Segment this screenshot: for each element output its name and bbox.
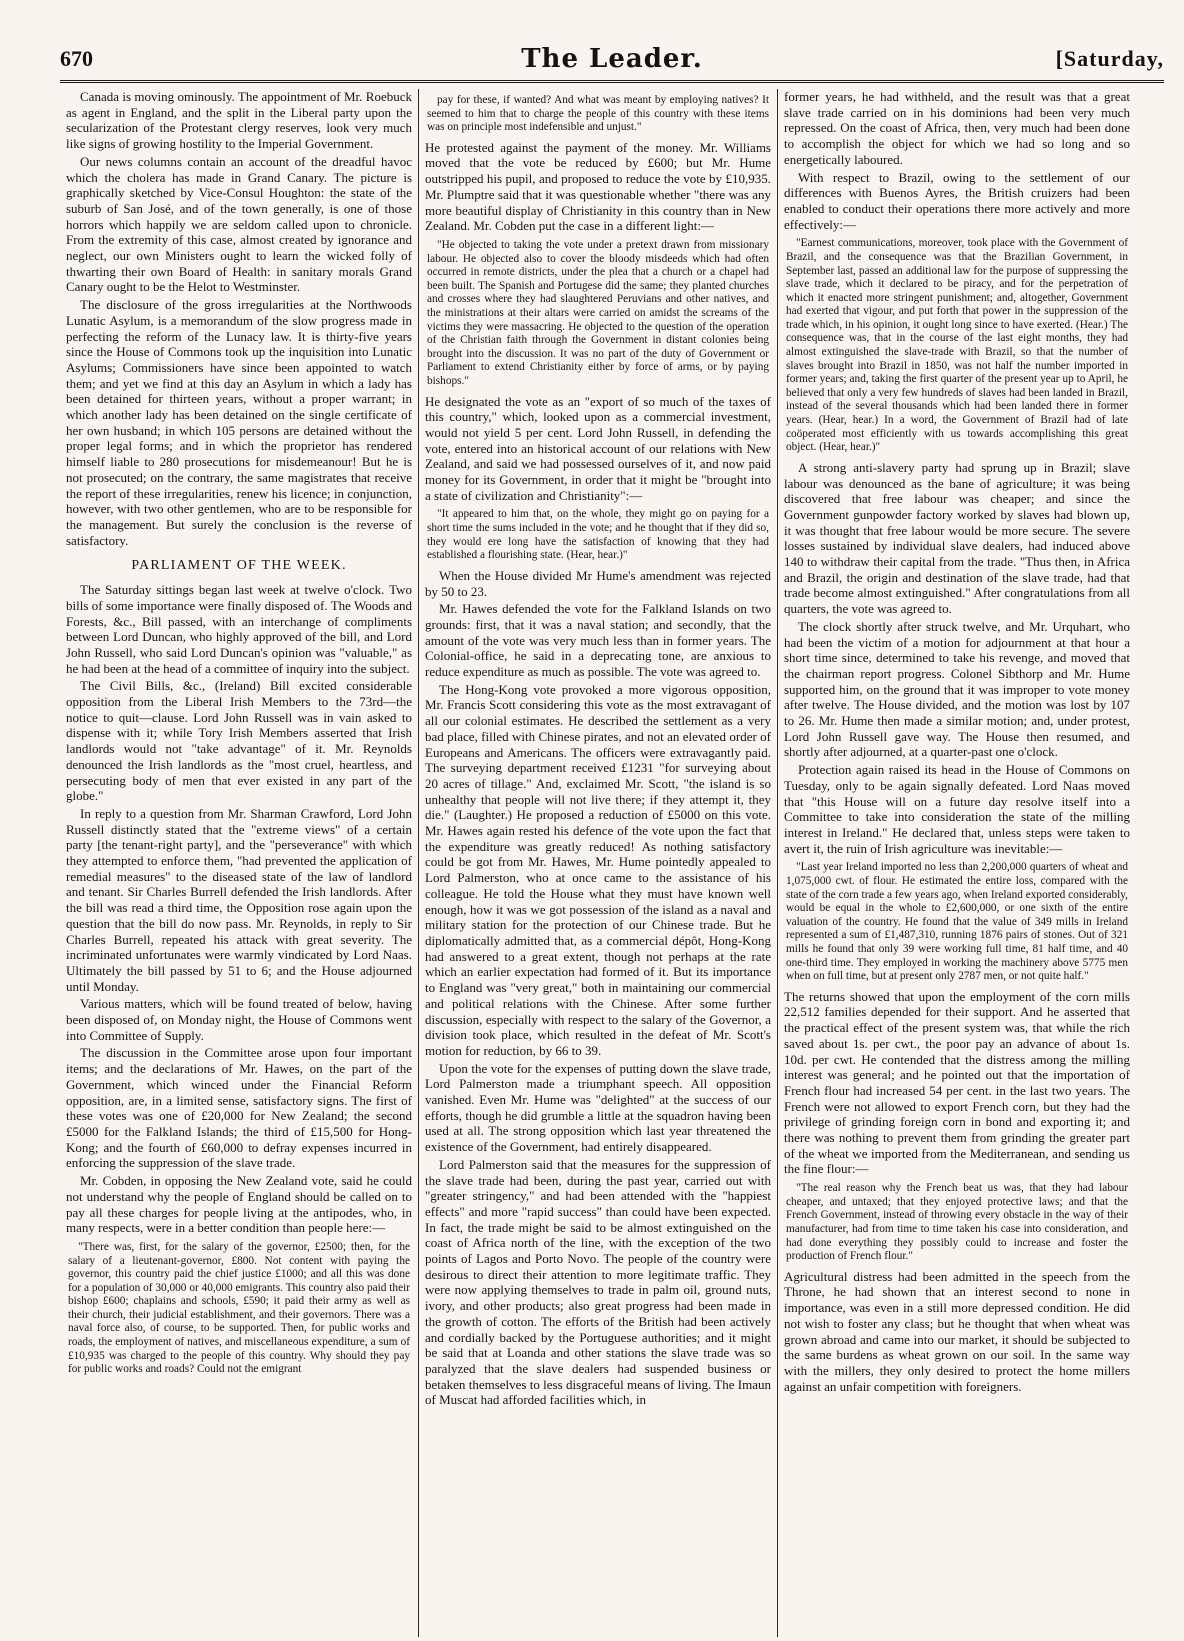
article-paragraph: Our news columns contain an account of the dreadful havoc which the cholera has made in Grand Canary. The picture is graphically sketched by Vice-Consul Houghton: the state of the suburb of San José, and of the town generally, is one of those horrors which happily we are seldom called upon to chronicle. From the extremity of this case, almost created by ignorance and neglect, our own Ministers ought to learn the wicked folly of thwarting their own Board of Health: in sanitary morals Grand Canary ought to be the Helot to Westminster. — [66, 153, 412, 295]
page-number: 670 — [60, 46, 93, 71]
article-paragraph: The Civil Bills, &c., (Ireland) Bill excited considerable opposition from the Liberal Irish Members to the 73rd—the notice to quit—clause. Lord John Russell was in vain asked to dispense with it; while Tory Irish Members asserted that Irish landlords would not "take advantage" of it. Mr. Reynolds denounced the Irish landlords as the "most cruel, heartless, and persecuting body of men that ever existed in any part of the globe." — [66, 678, 412, 804]
article-paragraph: The clock shortly after struck twelve, and Mr. Urquhart, who had been the victim of a motion for adjournment at that hour a short time since, determined to take his revenge, and moved that the chairman report progress. Colonel Sibthorp and Mr. Hume supported him, on the ground that it was improper to vote money after twelve. The House divided, and the motion was lost by 107 to 26. Mr. Hume then made a similar motion; and, under protest, Lord John Russell gave way. The House then resumed, and shortly after adjourned, at a quarter-past one o'clock. — [784, 618, 1130, 760]
quoted-speech: "Last year Ireland imported no less than 2,200,000 quarters of wheat and 1,075,000 cwt. of flour. He estimated the entire loss, compared with the state of the corn trade a few years ago, when Ireland exported considerably, would be equal in the whole to £2,600,000, or one sixth of the entire valuation of the country. He found that the value of 349 mills in Ireland represented a sum of £1,487,310, running 1876 pairs of stones. Out of 321 mills he found that only 39 were working full time, 81 half time, and 40 one-third time. They employed in working the machinery above 5775 men when on full time, but at present only 2787 men, or not quite half." — [786, 861, 1128, 983]
article-paragraph: The disclosure of the gross irregularities at the Northwoods Lunatic Asylum, is a memorandum of the slow progress made in perfecting the reform of the Lunacy law. It is thirty-five years since the House of Commons took up the inquisition into Lunatic Asylums; Commissioners have since been appointed to watch them; and yet we find at this day an Asylum in which a lady has been detained for thirteen years, without a proper warrant; in which another lady has been detained on the single certificate of her own husband; in which 105 persons are detained without the proper legal forms; and in which the proprietor has rendered himself liable to 280 prosecutions for misdemeanour! But he is not prosecuted; on the contrary, the same magistrates that receive the report of these irregularities, renew his licence; in conjunction, however, with two other gentlemen, who are to be responsible for the management. But surely the conclusion is the reverse of satisfactory. — [66, 297, 412, 548]
article-paragraph: Canada is moving ominously. The appointment of Mr. Roebuck as agent in England, and the split in the Liberal party upon the secularization of the Protestant clergy reserves, look very much like signs of growing hostility to the Imperial Government. — [66, 89, 412, 152]
article-paragraph: Lord Palmerston said that the measures for the suppression of the slave trade had been, during the past year, carried out with "greater stringency," and had been attended with the "happiest effects" and more "rapid success" than could have been expected. In fact, the trade might be said to be almost extinguished on the coast of Africa north of the line, with the exception of the two points of Lagos and Porto Novo. The people of the country were desirous to direct their attention to more legitimate traffic. They were now applying themselves to trade in palm oil, ground nuts, ivory, and other products; also great progress had been made in the growth of cotton. The efforts of the British had been actively and cordially backed by the Portuguese authorities; and it might be said that at Loanda and other stations the slave trade was so paralyzed that the slave dealers had suspended business or betaken themselves to less disgraceful means of living. The Imaun of Muscat had afforded facilities which, in — [425, 1156, 771, 1408]
article-paragraph: When the House divided Mr Hume's amendment was rejected by 50 to 23. — [425, 567, 771, 599]
article-paragraph: Mr. Hawes defended the vote for the Falkland Islands on two grounds: first, that it was a naval station; and secondly, that the amount of the vote was very much less than in former years. The Colonial-office, he said in a deprecating tone, are anxious to reduce expenditure as much as possible. The vote was agreed to. — [425, 601, 771, 680]
article-paragraph: He designated the vote as an "export of so much of the taxes of this country," which, looked upon as a commercial investment, would not yield 5 per cent. Lord John Russell, in defending the vote, entered into an historical account of our relations with New Zealand, and said we had possessed ourselves of it, and now paid money for its Government, in order that it might be "brought into a state of civilization and Christianity":— — [425, 393, 771, 503]
article-paragraph: The Saturday sittings began last week at twelve o'clock. Two bills of some importance were finally disposed of. The Woods and Forests, &c., Bill passed, with an interchange of compliments between Lord Duncan, who highly approved of the bill, and Lord John Russell, who said Lord Duncan's opinion was "valuable," as he had been at the head of a committee of inquiry into the subject. — [66, 582, 412, 676]
column-1 — [60, 89, 418, 1637]
article-paragraph: Upon the vote for the expenses of putting down the slave trade, Lord Palmerston made a triumphant speech. All opposition vanished. Even Mr. Hume was "delighted" at the success of our efforts, though he did grumble a little at the squadron having been used at all. The strong opposition which last year threatened the existence of the Government, had entirely disappeared. — [425, 1060, 771, 1155]
article-paragraph: He protested against the payment of the money. Mr. Williams moved that the vote be reduced by £600; but Mr. Hume outstripped his pupil, and proposed to reduce the vote by £10,935. Mr. Plumptre said that it was questionable whether "there was any more beautiful display of Christianity in this country than in New Zealand. Mr. Cobden put the case in a different light:— — [425, 139, 771, 234]
column-3 — [778, 89, 1136, 1637]
quoted-speech: "It appeared to him that, on the whole, they might go on paying for a short time the sums included in the vote; and he thought that if they did so, they would ere long have the satisfaction of knowing that they had established a flourishing state. (Hear, hear.)" — [427, 508, 769, 562]
issue-day: [Saturday, — [1055, 46, 1164, 71]
article-paragraph: The discussion in the Committee arose upon four important items; and the declarations of Mr. Hawes, on the part of the Government, which winced under the Financial Reform opposition, are, in a limited sense, satisfactory signs. The first of these votes was one of £20,000 for New Zealand; the second £5000 for the Falkland Islands; the third of £15,500 for Hong-Kong; and the fourth of £60,000 to defray expenses incurred in enforcing the suppression of the slave trade. — [66, 1045, 412, 1171]
article-paragraph: A strong anti-slavery party had sprung up in Brazil; slave labour was denounced as the bane of agriculture; it was being discovered that free labour was cheaper; and since the Government gunpowder factory worked by slaves had blown up, it was thought that free labour would be more secure. The severe losses sustained by individual slave dealers, had induced above 140 to withdraw their capital from the trade. "Thus then, in Africa and Brazil, the origin and destination of the slave trade, had that trade become almost extinguished." After congratulations from all quarters, the vote was agreed to. — [784, 459, 1130, 617]
section-heading: PARLIAMENT OF THE WEEK. — [131, 558, 347, 574]
article-paragraph: former years, he had withheld, and the result was that a great slave trade carried on in his dominions had been very much repressed. On the coast of Africa, then, very much had been done to accomplish the object for which we had so long and so energetically laboured. — [784, 89, 1130, 167]
article-paragraph: Agricultural distress had been admitted in the speech from the Throne, he had shown that an interest second to none in importance, was even in a still more depressed condition. He did not wish to foster any class; but he thought that when wheat was grown abroad and came into our market, it should be subjected to the same burdens as wheat grown on our soil. In the same way with the millers, they only desired to protect the home millers against an unfair competition with foreigners. — [784, 1268, 1130, 1394]
article-paragraph: With respect to Brazil, owing to the settlement of our differences with Buenos Ayres, the British cruizers had been enabled to conduct their operations there more actively and more effectively:— — [784, 169, 1130, 232]
quoted-speech: "The real reason why the French beat us was, that they had labour cheaper, and untaxed; that they enjoyed protective laws; and that the French Government, instead of throwing every obstacle in the way of their manufacturer, had from time to time taken his case into consideration, and had done everything they possibly could to increase and foster the production of French flour." — [786, 1182, 1128, 1263]
quoted-speech: pay for these, if wanted? And what was meant by employing natives? It seemed to him that to charge the people of this country with these items was on principle most indefensible and unjust." — [427, 94, 769, 134]
article-paragraph: Protection again raised its head in the House of Commons on Tuesday, only to be again signally defeated. Lord Naas moved that "this House will on a future day resolve itself into a Committee to take into consideration the state of the milling interest in Ireland." He declared that, unless steps were taken to avert it, the ruin of Irish agriculture was inevitable:— — [784, 762, 1130, 856]
article-paragraph: The returns showed that upon the employment of the corn mills 22,512 families depended for their support. And he asserted that the practical effect of the present system was, that while the rich saved about 1s. per cwt., the poor pay an advance of about 1s. 10d. per cwt. He contended that the distress among the milling interest was general; and he pointed out that the importation of French flour had increased 54 per cent. in the last two years. The French were not allowed to export French corn, but they had the privilege of grinding foreign corn in bond and exporting it; and there was nothing to prevent them from grinding the greater part of the wheat we imported from the Mediterranean, and sending us the fine flour:— — [784, 988, 1130, 1177]
article-paragraph: Various matters, which will be found treated of below, having been disposed of, on Monday night, the House of Commons went into Committee of Supply. — [66, 996, 412, 1043]
masthead — [60, 0, 1164, 83]
column-2 — [419, 89, 777, 1637]
quoted-speech: "Earnest communications, moreover, took place with the Government of Brazil, and the consequence was that the Brazilian Government, in September last, passed an additional law for the purpose of suppressing the slave trade, which it declared to be piracy, and for the perpetration of which it enacted more stringent punishment; and, altogether, Government had exerted that vigour, and put forth that power in the suppression of the trade which, in his opinion, it ought long since to have exerted. (Hear.) The consequence was, that in the course of the last eight months, they had almost extinguished the slave-trade with Brazil, so that the number of slaves brought into Brazil in 1850, was not half the number imported in former years; and, taking the first quarter of the present year up to April, he believed that only a very few hundreds of slaves had been landed in Brazil, instead of the several thousands which had been landed there in former years. (Hear, hear.) In a word, the Government of Brazil had of late coöperated most efficiently with us towards accomplishing this great object. (Hear, hear.)" — [786, 237, 1128, 454]
quoted-speech: "He objected to taking the vote under a pretext drawn from missionary labour. He objected also to cover the bloody misdeeds which had often occurred in remote districts, under the plea that a church or a chapel had been built. The Spanish and Portugese did the same; they planted churches and crosses where they had slaughtered Peruvians and other natives, and the ministrations at their altars were carried on amidst the screams of the victims they were massacring. He objected to the question of the operation of the Christian faith through the Government in distant colonies being brought into the discussion. It was no part of the duty of Government or Parliament to extend Christianity either by force of arms, or by paying bishops." — [427, 239, 769, 387]
article-columns — [60, 89, 1164, 1637]
article-paragraph: Mr. Cobden, in opposing the New Zealand vote, said he could not understand why the people of England should be called on to pay all these charges for people living at the antipodes, who, in many respects, were in a better condition than people here:— — [66, 1173, 412, 1236]
article-paragraph: The Hong-Kong vote provoked a more vigorous opposition, Mr. Francis Scott considering this vote as the most extravagant of all our colonial estimates. He described the settlement as a very bad place, filled with Chinese pirates, and not an elevated order of Europeans and Americans. The officers were extravagantly paid. The surveying department received £1231 "for surveying about 20 acres of tillage." And, exclaimed Mr. Scott, "the island is so unhealthy that people will not live there; if they attempt it, they die." (Laughter.) He proposed a reduction of £5000 on this vote. Mr. Hawes again rested his defence of the vote upon the fact that the expenditure was greatly reduced! As nothing satisfactory could be got from Mr. Hawes, Mr. Hume pointedly appealed to Lord Palmerston, who at once came to the assistance of his colleague. He told the House what they must have known well enough, how it was we got possession of the island as a naval and military station for the protection of our Chinese trade. But he diplomatically admitted that, as a commercial dépôt, Hong-Kong had answered to a great extent, though not perhaps at the rate which an earlier expectation had formed of it. But its importance to England was "very great," both in maintaining our commercial and political relations with the Chinese. After some further discussion, especially with respect to the salary of the Governor, a division took place, which resulted in the defeat of Mr. Scott's motion for reduction, by 66 to 39. — [425, 681, 771, 1058]
quoted-speech: "There was, first, for the salary of the governor, £2500; then, for the salary of a lieutenant-governor, £800. Not content with paying the governor, this country paid the chief justice £1000; and all this was done for a population of 30,000 or 40,000 emigrants. This country also paid their bishop £600; chaplains and schools, £590; it paid their army as well as their church, their judicial establishment, and their governors. There was a naval force also, of course, to be supported. Then, for public works and roads, the employment of natives, and miscellaneous expenditure, a sum of £10,935 was charged to the people of this country. Why should they pay for public works and roads? Could not the emigrant — [68, 1240, 410, 1376]
newspaper-title: The Leader. — [521, 44, 703, 74]
article-paragraph: In reply to a question from Mr. Sharman Crawford, Lord John Russell distinctly stated that the "extreme views" of a certain party [the tenant-right party], and the "perseverance" with which they attempted to enforce them, "had prevented the application of remedial measures" to the diseased state of the law of landlord and tenant. Sir Charles Burrell defended the Irish landlords. After the bill was read a third time, the Opposition rose again upon the question that the bill do now pass. Mr. Reynolds, in reply to Sir Charles Burrell, repeated his attack with great severity. The incriminated unfortunates were warmly vindicated by Lord Naas. Ultimately the bill passed by 51 to 6; and the House adjourned until Monday. — [66, 805, 412, 994]
